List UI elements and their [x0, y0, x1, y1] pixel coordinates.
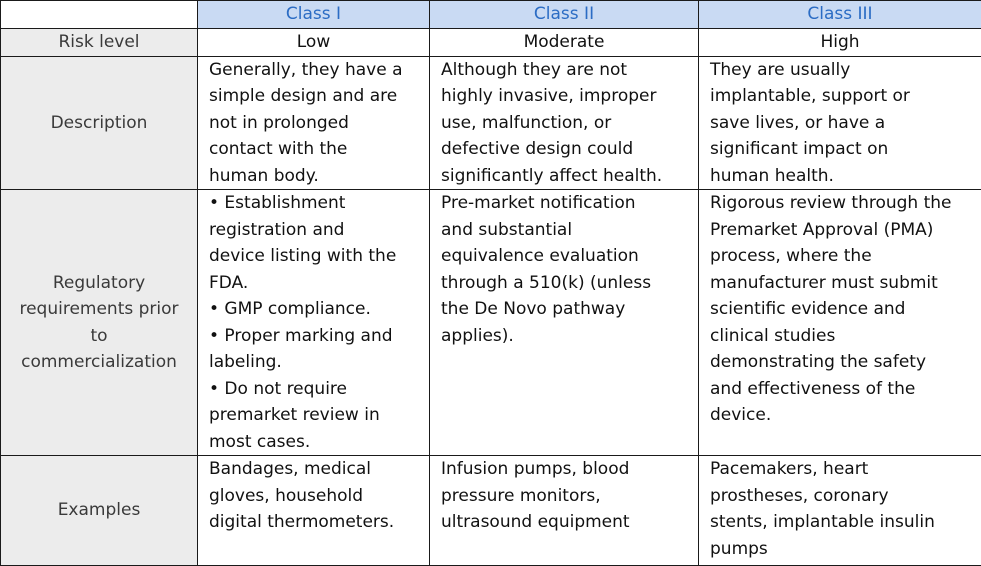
cell-line: highly invasive, improper	[441, 83, 692, 110]
cell-line: • Establishment	[209, 190, 423, 217]
cell-line: ultrasound equipment	[441, 509, 692, 536]
table-row	[1, 56, 981, 190]
row-label-line: Description	[1, 110, 197, 137]
cell-line: not in prolonged	[209, 110, 423, 137]
cell-line: through a 510(k) (unless	[441, 270, 692, 297]
cell-line: manufacturer must submit	[710, 270, 975, 297]
cell-examples-class-i	[198, 456, 430, 566]
cell-line: most cases.	[209, 429, 423, 456]
cell-line: FDA.	[209, 270, 423, 297]
row-label-line: requirements prior	[1, 296, 197, 323]
cell-line: the De Novo pathway	[441, 296, 692, 323]
row-label-risk-level	[1, 28, 198, 56]
row-label-line: Regulatory	[1, 270, 197, 297]
cell-risk-class-i	[198, 28, 430, 56]
cell-line: Generally, they have a	[209, 57, 423, 84]
cell-line: significant impact on	[710, 136, 975, 163]
table-row	[1, 28, 981, 56]
cell-line: Moderate	[524, 32, 605, 52]
cell-line: registration and	[209, 217, 423, 244]
cell-line: • GMP compliance.	[209, 296, 423, 323]
cell-line: • Do not require	[209, 376, 423, 403]
row-label-description	[1, 56, 198, 190]
cell-line: Low	[297, 32, 330, 52]
row-label-regulatory-requirements	[1, 190, 198, 456]
corner-cell	[1, 1, 198, 29]
cell-line: stents, implantable insulin	[710, 509, 975, 536]
cell-line: human body.	[209, 163, 423, 190]
cell-line: Premarket Approval (PMA)	[710, 217, 975, 244]
cell-line: applies).	[441, 323, 692, 350]
cell-line: • Proper marking and	[209, 323, 423, 350]
cell-line: pressure monitors,	[441, 483, 692, 510]
cell-line: and effectiveness of the	[710, 376, 975, 403]
cell-line: demonstrating the safety	[710, 349, 975, 376]
cell-regulatory-class-i	[198, 190, 430, 456]
cell-line: defective design could	[441, 136, 692, 163]
cell-line: use, malfunction, or	[441, 110, 692, 137]
cell-description-class-ii	[430, 56, 699, 190]
cell-line: labeling.	[209, 349, 423, 376]
cell-line: Although they are not	[441, 57, 692, 84]
cell-line: human health.	[710, 163, 975, 190]
cell-line: premarket review in	[209, 402, 423, 429]
cell-examples-class-ii	[430, 456, 699, 566]
cell-line: Infusion pumps, blood	[441, 456, 692, 483]
cell-line: pumps	[710, 536, 975, 563]
header-class-i: Class I	[198, 1, 430, 29]
table-row	[1, 456, 981, 566]
header-row	[1, 1, 981, 29]
cell-line: prostheses, coronary	[710, 483, 975, 510]
cell-line: equivalence evaluation	[441, 243, 692, 270]
table-row	[1, 190, 981, 456]
cell-line: digital thermometers.	[209, 509, 423, 536]
cell-line: Pre-market notification	[441, 190, 692, 217]
cell-line: and substantial	[441, 217, 692, 244]
cell-regulatory-class-ii	[430, 190, 699, 456]
cell-description-class-i	[198, 56, 430, 190]
cell-line: Pacemakers, heart	[710, 456, 975, 483]
cell-risk-class-iii	[699, 28, 981, 56]
cell-line: implantable, support or	[710, 83, 975, 110]
cell-line: clinical studies	[710, 323, 975, 350]
row-label-line: to	[1, 323, 197, 350]
row-label-examples	[1, 456, 198, 566]
cell-line: save lives, or have a	[710, 110, 975, 137]
cell-line: significantly affect health.	[441, 163, 692, 190]
header-class-ii: Class II	[430, 1, 699, 29]
cell-line: process, where the	[710, 243, 975, 270]
row-label-line: commercialization	[1, 349, 197, 376]
cell-line: scientific evidence and	[710, 296, 975, 323]
cell-risk-class-ii	[430, 28, 699, 56]
row-label-line: Risk level	[1, 29, 197, 56]
cell-line: contact with the	[209, 136, 423, 163]
cell-examples-class-iii	[699, 456, 981, 566]
cell-line: device listing with the	[209, 243, 423, 270]
cell-description-class-iii	[699, 56, 981, 190]
cell-line: They are usually	[710, 57, 975, 84]
cell-line: device.	[710, 402, 975, 429]
header-class-iii: Class III	[699, 1, 981, 29]
cell-line: High	[820, 32, 859, 52]
cell-line: simple design and are	[209, 83, 423, 110]
cell-line: Bandages, medical	[209, 456, 423, 483]
cell-line: gloves, household	[209, 483, 423, 510]
row-label-line: Examples	[1, 497, 197, 524]
cell-line: Rigorous review through the	[710, 190, 975, 217]
cell-regulatory-class-iii	[699, 190, 981, 456]
